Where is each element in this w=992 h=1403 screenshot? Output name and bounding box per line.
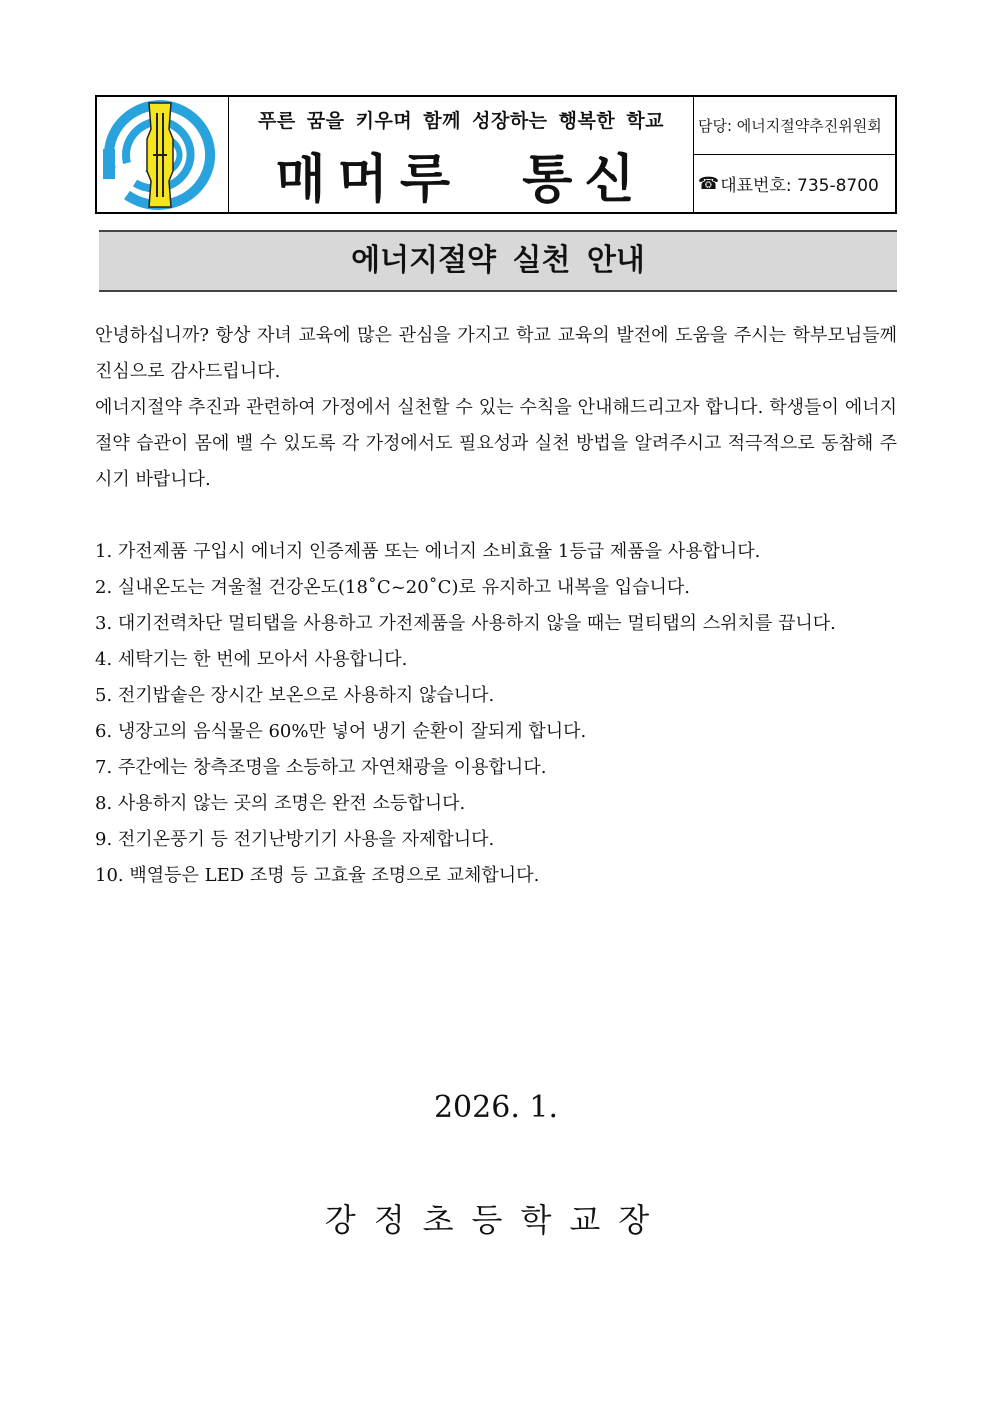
phone-row: [694, 154, 895, 212]
list-item: 5. 전기밥솥은 장시간 보온으로 사용하지 않습니다.: [95, 685, 495, 706]
list-item: 1. 가전제품 구입시 에너지 인증제품 또는 에너지 소비효율 1등급 제품을 사용합니다.: [95, 541, 761, 562]
phone-number: 대표번호: 735-8700: [720, 176, 879, 196]
phone-icon: ☎: [698, 173, 720, 194]
list-item: 4. 세탁기는 한 번에 모아서 사용합니다.: [95, 649, 408, 670]
rules-list: [95, 534, 897, 894]
masthead-title-cell: [229, 97, 694, 212]
school-slogan: 푸른 꿈을 키우며 함께 성장하는 행복한 학교: [257, 110, 665, 132]
list-item: 6. 냉장고의 음식물은 60%만 넣어 냉기 순환이 잘되게 합니다.: [95, 721, 587, 742]
list-item: 3. 대기전력차단 멀티탭을 사용하고 가전제품을 사용하지 않을 때는 멀티탭의 스위치를 끕니다.: [95, 613, 836, 634]
contact-person: [694, 97, 895, 154]
newsletter-name: 매머루 통신: [275, 150, 647, 210]
list-item: 7. 주간에는 창측조명을 소등하고 자연채광을 이용합니다.: [95, 757, 547, 778]
masthead: [95, 95, 897, 214]
intro-paragraph: 에너지절약 추진과 관련하여 가정에서 실천할 수 있는 수칙을 안내해드리고자 합니다. 학생들이 에너지절약 습관이 몸에 밸 수 있도록 각 가정에서도 필요성과 실천 방법을 알려주시고 적극적으로 동참해 주시기 바랍니다.: [95, 397, 897, 490]
contact-text: 담당: 에너지절약추진위원회: [698, 117, 882, 135]
list-item: 10. 백열등은 LED 조명 등 고효율 조명으로 교체합니다.: [95, 865, 540, 886]
greeting-paragraph: 안녕하십니까? 항상 자녀 교육에 많은 관심을 가지고 학교 교육의 발전에 도움을 주시는 학부모님들께 진심으로 감사드립니다.: [95, 325, 897, 382]
document-body: [95, 318, 897, 894]
school-emblem-icon: [99, 99, 225, 211]
logo-cell: [97, 97, 229, 212]
document-title: 에너지절약 실천 안내: [99, 230, 897, 292]
signer-name: 강정초등학교장: [324, 1201, 668, 1239]
document-date: 2026. 1.: [433, 1090, 559, 1125]
list-item: 9. 전기온풍기 등 전기난방기기 사용을 자제합니다.: [95, 829, 495, 850]
masthead-info-cell: [694, 97, 895, 212]
list-item: 2. 실내온도는 겨울철 건강온도(18˚C~20˚C)로 유지하고 내복을 입습니다.: [95, 577, 691, 598]
list-item: 8. 사용하지 않는 곳의 조명은 완전 소등합니다.: [95, 793, 466, 814]
